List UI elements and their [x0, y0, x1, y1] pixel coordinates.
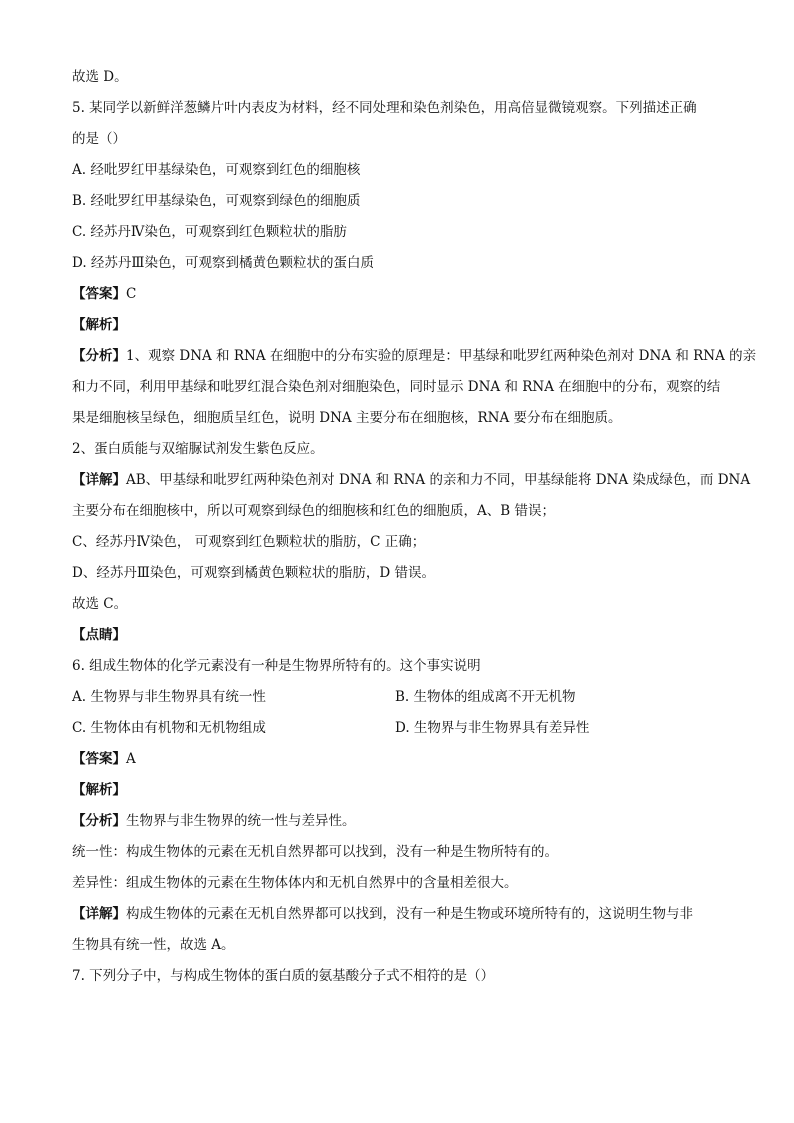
xiangjie-text: AB、甲基绿和吡罗红两种染色剂对 DNA 和 RNA 的亲和力不同，甲基绿能将 DNA 染成绿色，而 DNA — [126, 472, 751, 488]
question-6-option-b: B. 生物体的组成离不开无机物 — [395, 689, 576, 705]
question-5-fenxi-2: 和力不同，利用甲基绿和吡罗红混合染色剂对细胞染色，同时显示 DNA 和 RNA 在细胞中的分布，观察的结 — [72, 379, 721, 395]
question-6-answer — [72, 744, 722, 775]
question-7-stem: 7. 下列分子中，与构成生物体的蛋白质的氨基酸分子式不相符的是（） — [72, 968, 495, 984]
answer-tag: 【答案】 — [72, 286, 126, 302]
question-5-option-c: C. 经苏丹Ⅳ染色，可观察到红色颗粒状的脂肪 — [72, 224, 347, 240]
question-6-fenxi — [72, 806, 722, 837]
answer-value: A — [126, 751, 136, 767]
answer-value: C — [126, 286, 137, 302]
question-5-fenxi-1 — [72, 341, 757, 372]
question-5-stem: 5. 某同学以新鲜洋葱鳞片叶内表皮为材料，经不同处理和染色剂染色，用高倍显微镜观察。下列描述正确 — [72, 100, 697, 116]
question-5-fenxi-4: 2、蛋白质能与双缩脲试剂发生紫色反应。 — [72, 441, 324, 457]
xiangjie-tag: 【详解】 — [72, 472, 126, 488]
question-5-stem-cont: 的是（） — [72, 131, 126, 147]
question-5-answer — [72, 279, 722, 310]
question-6-xiangjie-2: 生物具有统一性，故选 A。 — [72, 937, 235, 953]
question-5-xiangjie-1 — [72, 465, 751, 496]
question-5-conclusion: 故选 C。 — [72, 596, 128, 612]
question-6-options-row-2 — [72, 713, 722, 744]
document-page — [72, 62, 757, 992]
question-5-fenxi-3: 果是细胞核呈绿色，细胞质呈红色，说明 DNA 主要分布在细胞核，RNA 要分布在细胞质。 — [72, 410, 622, 426]
fenxi-text: 生物界与非生物界的统一性与差异性。 — [126, 813, 356, 829]
question-5-xiangjie-4: D、经苏丹Ⅲ染色，可观察到橘黄色颗粒状的脂肪，D 错误。 — [72, 565, 435, 581]
analysis-tag: 【解析】 — [72, 317, 126, 333]
fenxi-tag: 【分析】 — [72, 813, 126, 829]
xiangjie-text: 构成生物体的元素在无机自然界都可以找到，没有一种是生物或环境所特有的，这说明生物与非 — [126, 906, 693, 922]
fenxi-text: 1、观察 DNA 和 RNA 在细胞中的分布实验的原理是：甲基绿和吡罗红两种染色剂对 DNA 和 RNA 的亲 — [126, 348, 757, 364]
question-6-option-a: A. 生物界与非生物界具有统一性 — [72, 689, 266, 705]
question-5-option-b: B. 经吡罗红甲基绿染色，可观察到绿色的细胞质 — [72, 193, 361, 209]
question-6-xiangjie-1 — [72, 899, 722, 930]
question-5-option-a: A. 经吡罗红甲基绿染色，可观察到红色的细胞核 — [72, 162, 361, 178]
question-6-chayi: 差异性：组成生物体的元素在生物体体内和无机自然界中的含量相差很大。 — [72, 875, 518, 891]
xiangjie-tag: 【详解】 — [72, 906, 126, 922]
fenxi-tag: 【分析】 — [72, 348, 126, 364]
question-5-xiangjie-2: 主要分布在细胞核中，所以可观察到绿色的细胞核和红色的细胞质，A、B 错误； — [72, 503, 555, 519]
analysis-tag: 【解析】 — [72, 782, 126, 798]
question-5-xiangjie-3: C、经苏丹Ⅳ染色， 可观察到红色颗粒状的脂肪，C 正确； — [72, 534, 426, 550]
question-5-option-d: D. 经苏丹Ⅲ染色，可观察到橘黄色颗粒状的蛋白质 — [72, 255, 374, 271]
question-6-tongyi: 统一性：构成生物体的元素在无机自然界都可以找到，没有一种是生物所特有的。 — [72, 844, 558, 860]
question-6-option-d: D. 生物界与非生物界具有差异性 — [395, 720, 590, 736]
question-6-options-row-1 — [72, 682, 722, 713]
dianjing-tag: 【点睛】 — [72, 627, 126, 643]
question-6-option-c: C. 生物体由有机物和无机物组成 — [72, 720, 266, 736]
answer-tag: 【答案】 — [72, 751, 126, 767]
question-6-stem: 6. 组成生物体的化学元素没有一种是生物界所特有的。这个事实说明 — [72, 658, 481, 674]
text-line: 故选 D。 — [72, 69, 128, 85]
